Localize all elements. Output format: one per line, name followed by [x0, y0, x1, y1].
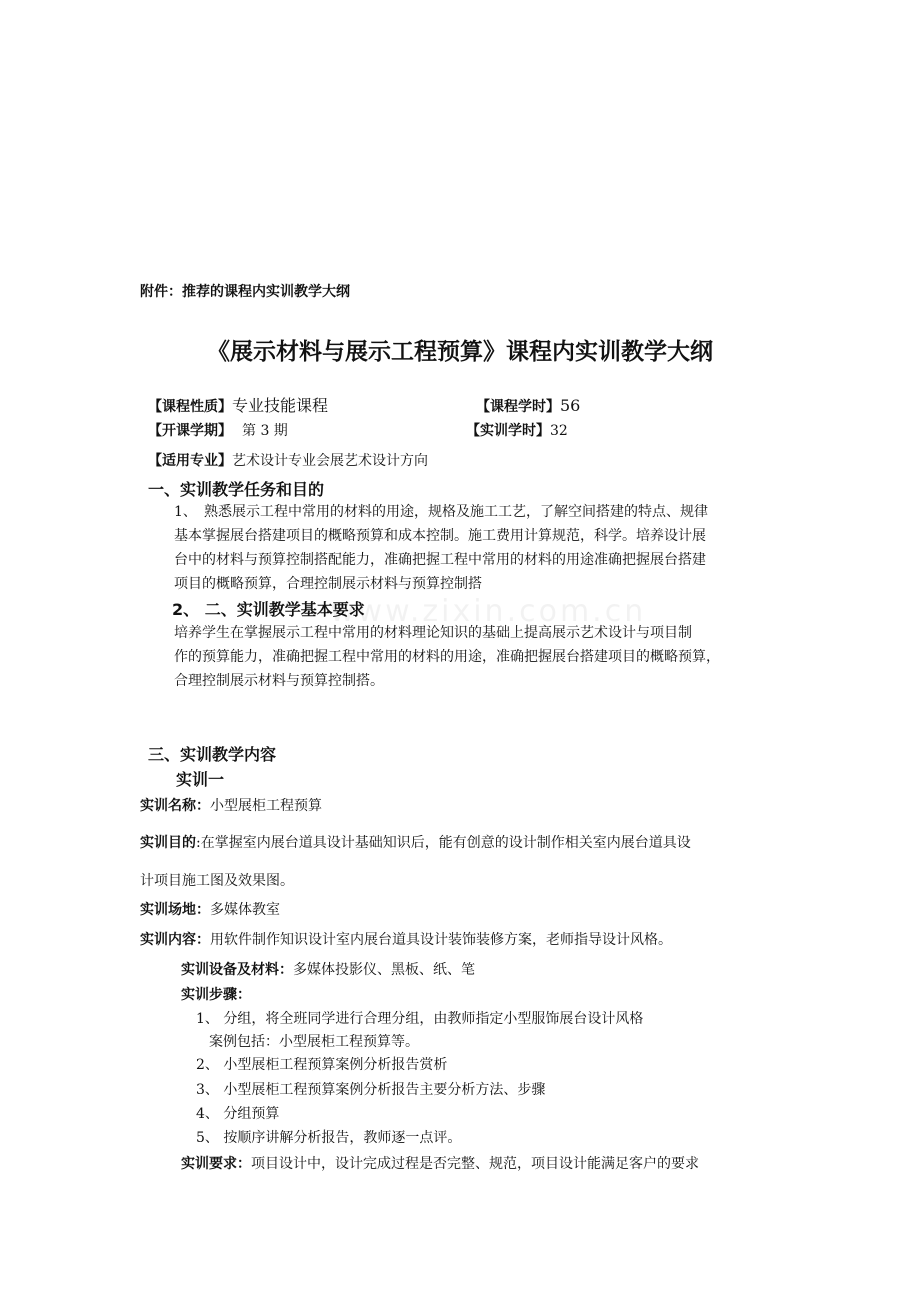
training-purpose-value: :在掌握室内展台道具设计基础知识后，能有创意的设计制作相关室内展台道具设 [196, 835, 691, 851]
course-nature-label: 【课程性质】 [148, 399, 232, 415]
training-purpose [140, 835, 691, 852]
section1-line-1: 熟悉展示工程中常用的材料的用途，规格及施工工艺，了解空间搭建的特点、规律 [204, 504, 708, 520]
training-steps-label: 实训步骤： [181, 987, 251, 1003]
training-name-label: 实训名称： [140, 798, 210, 814]
step-5: 5、 按顺序讲解分析报告，教师逐一点评。 [196, 1130, 462, 1146]
training-one-heading: 实训一 [176, 770, 225, 789]
training-content-label: 实训内容： [140, 932, 210, 948]
course-hours-label: 【课程学时】 [476, 399, 560, 415]
semester-value: 第 3 期 [242, 423, 288, 439]
training-purpose-label: 实训目的 [140, 835, 196, 851]
training-content-value: 用软件制作知识设计室内展台道具设计装饰装修方案，老师指导设计风格。 [210, 932, 672, 948]
section3-heading: 三、实训教学内容 [148, 745, 277, 764]
semester [148, 421, 288, 440]
training-equipment [181, 962, 475, 979]
training-venue-value: 多媒体教室 [210, 902, 280, 918]
applicable-major [148, 451, 428, 470]
training-hours-label: 【实训学时】 [466, 423, 550, 439]
course-hours [476, 396, 580, 416]
training-name-value: 小型展柜工程预算 [210, 798, 322, 814]
section1-line-2: 基本掌握展台搭建项目的概略预算和成本控制。施工费用计算规范，科学。培养设计展 [174, 528, 706, 544]
major-label: 【适用专业】 [148, 453, 232, 469]
course-nature [148, 396, 328, 416]
training-requirement-label: 实训要求： [181, 1156, 251, 1172]
training-hours-value: 32 [550, 423, 568, 439]
training-requirement [181, 1156, 699, 1173]
training-requirement-value: 项目设计中，设计完成过程是否完整、规范，项目设计能满足客户的要求 [251, 1156, 699, 1172]
major-value: 艺术设计专业会展艺术设计方向 [232, 453, 428, 469]
step-3: 3、 小型展柜工程预算案例分析报告主要分析方法、步骤 [196, 1082, 546, 1098]
section2-line-1: 培养学生在掌握展示工程中常用的材料理论知识的基础上提高展示艺术设计与项目制 [174, 625, 692, 641]
section1-heading: 一、实训教学任务和目的 [148, 480, 325, 499]
step-2: 2、 小型展柜工程预算案例分析报告赏析 [196, 1057, 448, 1073]
training-equipment-label: 实训设备及材料： [181, 962, 293, 978]
watermark: www.zixin.com.cn [330, 594, 647, 629]
section1-line-3: 台中的材料与预算控制搭配能力，准确把握工程中常用的材料的用途准确把握展台搭建 [174, 552, 706, 568]
section1-item-number: 1、 [174, 504, 197, 520]
section2-line-3: 合理控制展示材料与预算控制搭。 [174, 673, 384, 689]
section1-line-4: 项目的概略预算，合理控制展示材料与预算控制搭 [174, 576, 482, 592]
training-name [140, 798, 322, 815]
section2-line-2: 作的预算能力，准确把握工程中常用的材料的用途，准确把握展台搭建项目的概略预算， [174, 649, 720, 665]
step-1-note: 案例包括：小型展柜工程预算等。 [209, 1034, 419, 1050]
training-equipment-value: 多媒体投影仪、黑板、纸、笔 [293, 962, 475, 978]
step-1: 1、 分组，将全班同学进行合理分组，由教师指定小型服饰展台设计风格 [196, 1011, 644, 1027]
document-title: 《展示材料与展示工程预算》课程内实训教学大纲 [207, 338, 713, 365]
course-hours-value: 56 [560, 396, 581, 415]
training-purpose-cont: 计项目施工图及效果图。 [140, 873, 294, 889]
training-hours [466, 421, 568, 440]
semester-label: 【开课学期】 [148, 423, 232, 439]
training-content [140, 932, 672, 949]
training-venue [140, 902, 280, 919]
course-nature-value: 专业技能课程 [232, 396, 329, 415]
training-venue-label: 实训场地： [140, 902, 210, 918]
attachment-label: 附件：推荐的课程内实训教学大纲 [140, 284, 350, 300]
section2-heading: 2、 二、实训教学基本要求 [172, 600, 365, 619]
step-4: 4、 分组预算 [196, 1106, 280, 1122]
